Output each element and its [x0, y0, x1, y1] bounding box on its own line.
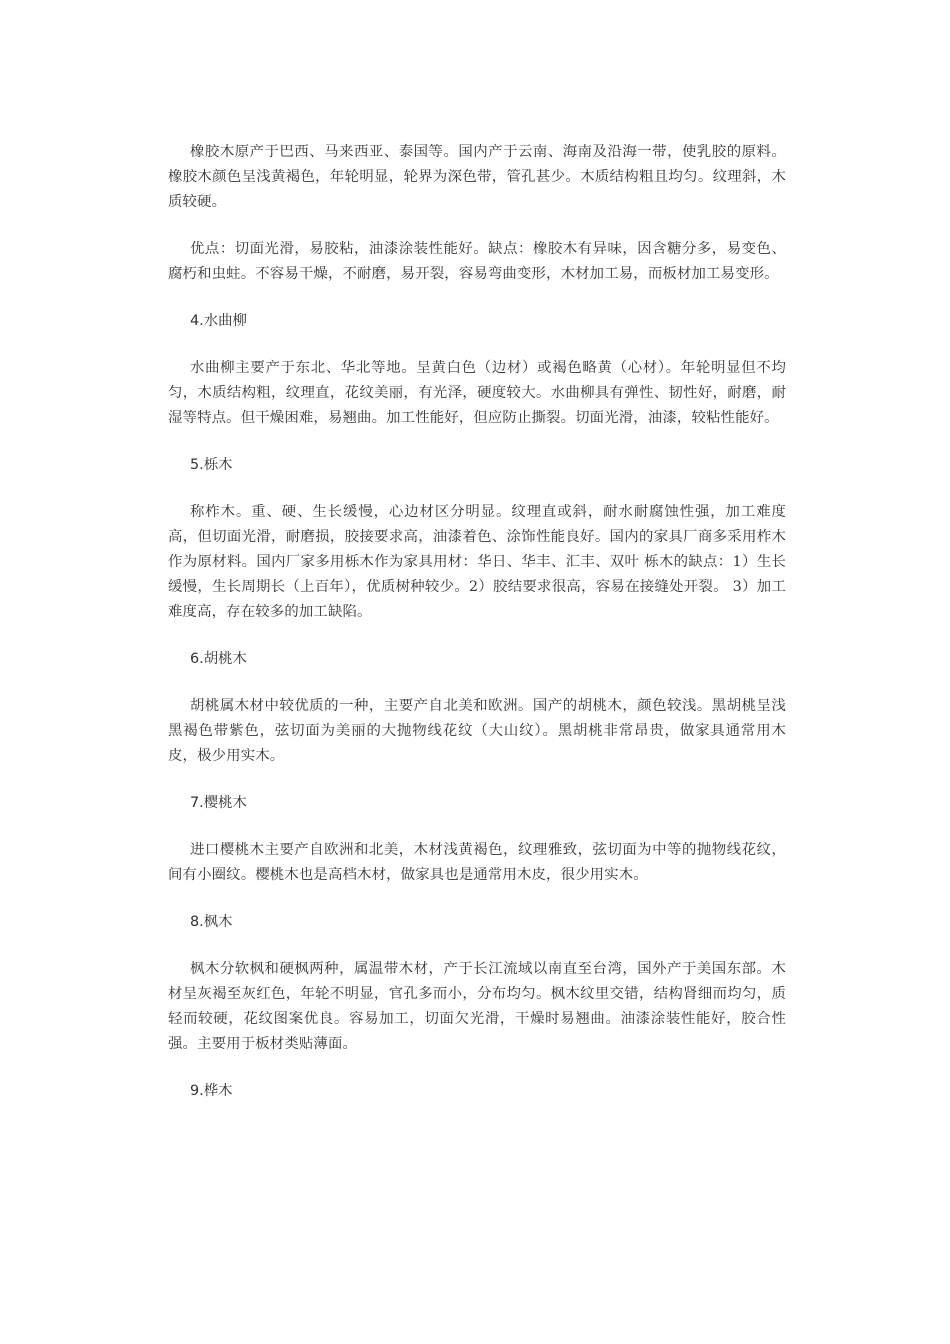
paragraph-maple: 枫木分软枫和硬枫两种，属温带木材，产于长江流域以南直至台湾，国外产于美国东部。木材呈灰褐至灰红色，年轮不明显，官孔多而小，分布均匀。枫木纹里交错，结构肾细而均匀，质轻而较硬，花纹图案优良。容易加工，切面欠光滑，干燥时易翘曲。油漆涂装性能好，胶合性强。主要用于板材类贴薄面。 — [168, 961, 786, 1052]
paragraph-cherry: 进口樱桃木主要产自欧洲和北美，木材浅黄褐色，纹理雅致，弦切面为中等的抛物线花纹，间有小圈纹。樱桃木也是高档木材，做家具也是通常用木皮，很少用实木。 — [168, 842, 786, 883]
paragraph-walnut: 胡桃属木材中较优质的一种，主要产自北美和欧洲。国产的胡桃木，颜色较浅。黑胡桃呈浅黑褐色带紫色，弦切面为美丽的大抛物线花纹（大山纹）。黑胡桃非常昂贵，做家具通常用木皮，极少用实木。 — [168, 698, 786, 764]
paragraph-rubberwood-pros-cons: 优点：切面光滑，易胶粘，油漆涂装性能好。缺点：橡胶木有异味，因含糖分多，易变色、腐朽和虫蛀。不容易干燥，不耐磨，易开裂，容易弯曲变形，木材加工易，而板材加工易变形。 — [168, 241, 786, 282]
heading-ash: 4.水曲柳 — [190, 313, 247, 329]
paragraph-rubberwood-intro: 橡胶木原产于巴西、马来西亚、泰国等。国内产于云南、海南及沿海一带，使乳胶的原料。橡胶木颜色呈浅黄褐色，年轮明显，轮界为深色带，管孔甚少。木质结构粗且均匀。纹理斜，木质较硬。 — [168, 144, 786, 210]
heading-walnut: 6.胡桃木 — [190, 651, 247, 667]
heading-oak: 5.栎木 — [190, 457, 233, 473]
paragraph-ash: 水曲柳主要产于东北、华北等地。呈黄白色（边材）或褐色略黄（心材）。年轮明显但不均匀，木质结构粗，纹理直，花纹美丽，有光泽，硬度较大。水曲柳具有弹性、韧性好，耐磨，耐湿等特点。但干燥困难，易翘曲。加工性能好，但应防止撕裂。切面光滑，油漆，较粘性能好。 — [168, 360, 786, 426]
heading-maple: 8.枫木 — [190, 914, 233, 930]
document-page — [168, 140, 786, 1126]
heading-birch: 9.桦木 — [190, 1083, 233, 1099]
paragraph-oak: 称柞木。重、硬、生长缓慢，心边材区分明显。纹理直或斜，耐水耐腐蚀性强，加工难度高，但切面光滑，耐磨损，胶接要求高，油漆着色、涂饰性能良好。国内的家具厂商多采用柞木作为原材料。国内厂家多用栎木作为家具用材：华日、华丰、汇丰、双叶 栎木的缺点：1）生长缓慢，生长周期长（上百年），优质树种较少。2）胶结要求很高，容易在接缝处开裂。 3）加工难度高，存在较多的加工缺陷。 — [168, 504, 786, 620]
heading-cherry: 7.樱桃木 — [190, 795, 247, 811]
